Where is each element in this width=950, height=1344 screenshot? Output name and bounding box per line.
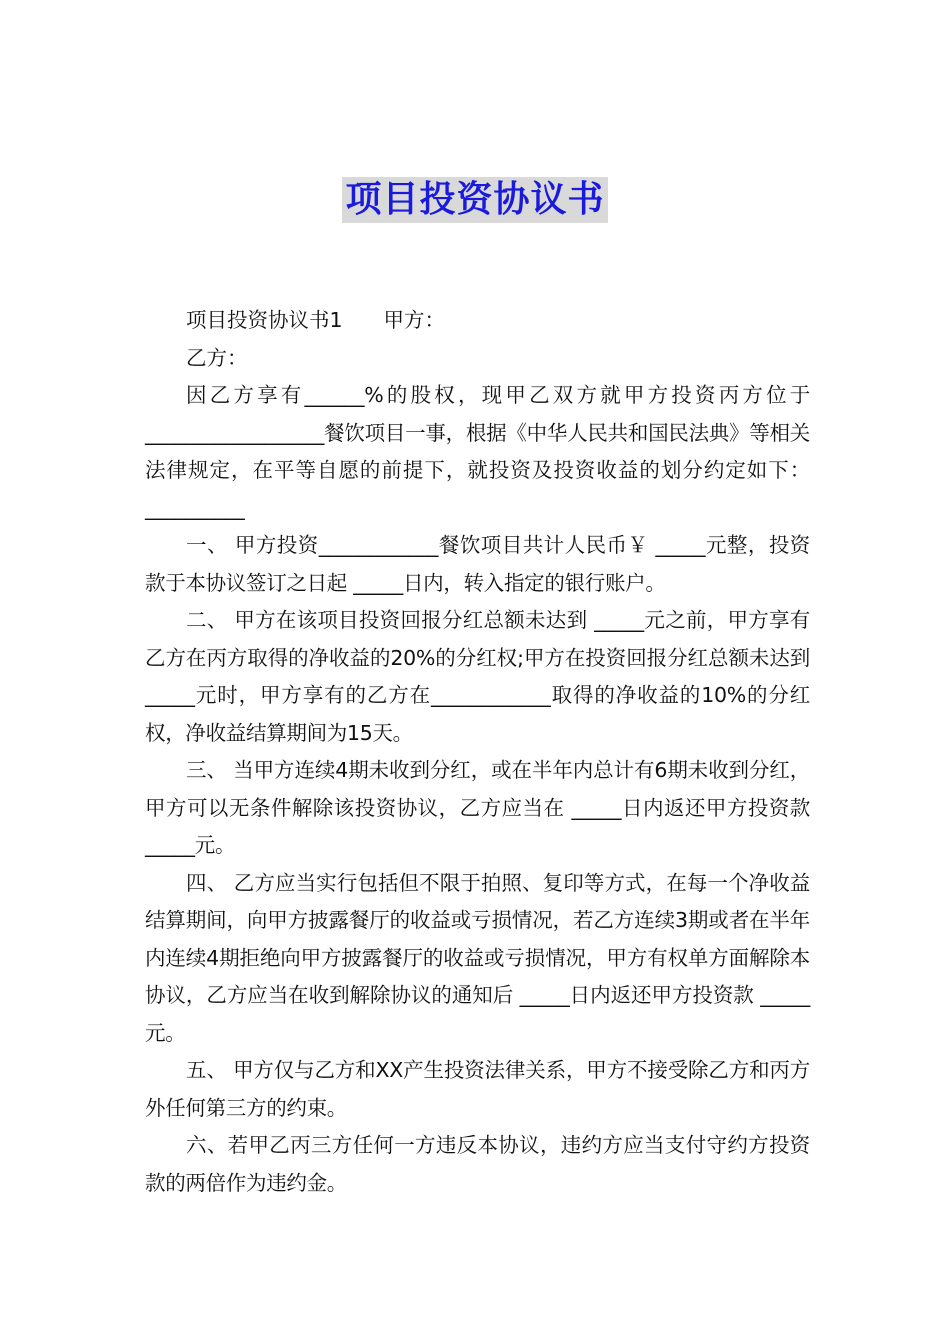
paragraph-heading-line: 项目投资协议书1 甲方：: [186, 308, 446, 332]
paragraph-party-b: 乙方：: [186, 345, 248, 370]
clause-4: 四、 乙方应当实行包括但不限于拍照、复印等方式，在每一个净收益结算期间，向甲方披露餐厅的收益或亏损情况，若乙方连续3期或者在半年内连续4期拒绝向甲方披露餐厅的收益或亏损情况，甲方有权单方面解除本协议，乙方应当在收到解除协议的通知后 _____日内返还甲方投资款 _____元。: [145, 870, 810, 1045]
clause-6: 六、若甲乙丙三方任何一方违反本协议，违约方应当支付守约方投资款的两倍作为违约金。: [145, 1133, 810, 1195]
document-title-text: 项目投资协议书: [342, 177, 607, 223]
clause-1: 一、 甲方投资____________餐饮项目共计人民币￥ _____元整，投资款于本协议签订之日起 _____日内，转入指定的银行账户。: [145, 533, 810, 595]
document-title: [0, 177, 950, 223]
clause-2: 二、 甲方在该项目投资回报分红总额未达到 _____元之前，甲方享有乙方在丙方取得的净收益的20%的分红权;甲方在投资回报分红总额未达到 _____元时，甲方享有的乙方在____________取得的净收益的10%的分红权，净收益结算期间为15天。: [145, 608, 810, 745]
clause-5: 五、 甲方仅与乙方和XX产生投资法律关系，甲方不接受除乙方和丙方外任何第三方的约束。: [145, 1058, 810, 1120]
document-body: [145, 302, 810, 1202]
paragraph-preamble: 因乙方享有______%的股权，现甲乙双方就甲方投资丙方位于__________________餐饮项目一事，根据《中华人民共和国民法典》等相关法律规定，在平等自愿的前提下，就投资及投资收益的划分约定如下：__________: [145, 383, 810, 520]
clause-3: 三、 当甲方连续4期未收到分红，或在半年内总计有6期未收到分红，甲方可以无条件解除该投资协议，乙方应当在 _____日内返还甲方投资款 _____元。: [145, 758, 810, 857]
